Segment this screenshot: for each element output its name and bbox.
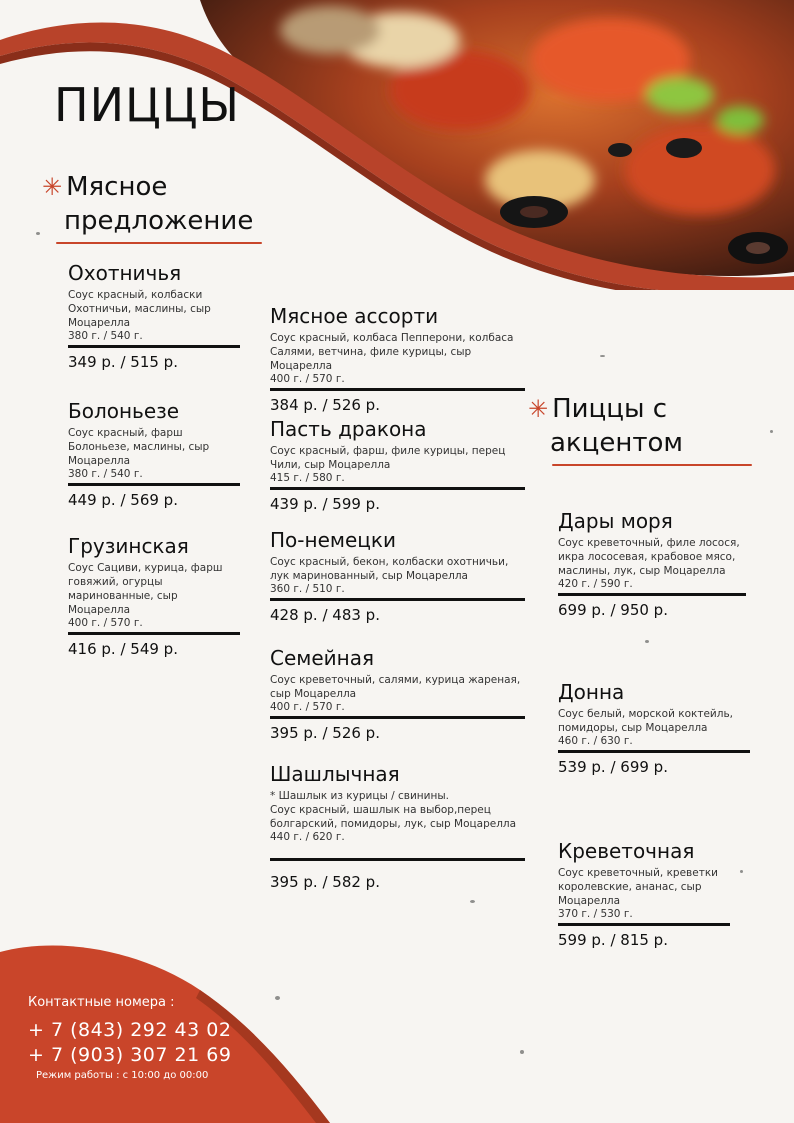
- item-name: Грузинская: [68, 534, 189, 558]
- section-underline: [56, 242, 262, 244]
- item-price: 395 р. / 582 р.: [270, 873, 380, 891]
- speck: [770, 430, 773, 433]
- item-weight: 360 г. / 510 г.: [270, 583, 345, 595]
- section-heading-line2: предложение: [64, 206, 254, 236]
- menu-item-dary-morya: [558, 508, 746, 621]
- item-description: Соус красный, колбаса Пепперони, колбаса Салями, ветчина, филе курицы, сыр Моцарелла: [270, 332, 514, 372]
- item-description: Соус красный, колбаски Охотничьи, маслины, сыр Моцарелла: [68, 289, 211, 329]
- item-price: 699 р. / 950 р.: [558, 601, 668, 619]
- section-underline: [552, 464, 752, 466]
- item-name: Дары моря: [558, 509, 673, 533]
- item-price: 539 р. / 699 р.: [558, 758, 668, 776]
- section-heading-line2: акцентом: [550, 428, 683, 458]
- item-divider: [270, 858, 525, 861]
- item-description: Соус Сациви, курица, фарш говяжий, огурцы маринованные, сыр Моцарелла: [68, 562, 223, 616]
- item-divider: [270, 598, 525, 601]
- menu-item-po-nemecki: [270, 527, 525, 626]
- section-accent-heading: [528, 392, 683, 460]
- item-divider: [68, 632, 240, 635]
- item-description: Соус креветочный, филе лосося, икра лососевая, крабовое мясо, маслины, лук, сыр Моцарелла: [558, 537, 740, 577]
- item-description: Соус креветочный, салями, курица жареная, сыр Моцарелла: [270, 674, 521, 700]
- item-description: Соус белый, морской коктейль, помидоры, сыр Моцарелла: [558, 708, 733, 734]
- item-weight: 420 г. / 590 г.: [558, 578, 633, 590]
- asterisk-icon: ✳: [528, 395, 549, 423]
- item-weight: 370 г. / 530 г.: [558, 908, 633, 920]
- menu-item-bolognese: [68, 398, 240, 511]
- item-name: Шашлычная: [270, 762, 400, 786]
- item-name: Донна: [558, 680, 625, 704]
- section-heading-line1: Пиццы с: [552, 394, 668, 424]
- item-weight: 415 г. / 580 г.: [270, 472, 345, 484]
- speck: [36, 232, 40, 235]
- menu-item-myasnoe-assorti: [270, 303, 525, 416]
- section-meat-heading: [42, 170, 253, 238]
- item-name: Креветочная: [558, 839, 695, 863]
- item-name: Мясное ассорти: [270, 304, 439, 328]
- item-name: По-немецки: [270, 528, 396, 552]
- speck: [740, 870, 743, 873]
- item-weight: 380 г. / 540 г.: [68, 330, 143, 342]
- menu-item-krevetochnaya: [558, 838, 730, 951]
- item-name: Семейная: [270, 646, 375, 670]
- item-weight: 440 г. / 620 г.: [270, 831, 345, 843]
- phone-number[interactable]: + 7 (903) 307 21 69: [28, 1044, 232, 1066]
- item-description: Соус креветочный, креветки королевские, ананас, сыр Моцарелла: [558, 867, 718, 907]
- item-divider: [270, 716, 525, 719]
- speck: [645, 640, 649, 643]
- menu-item-donna: [558, 679, 750, 778]
- item-note: * Шашлык из курицы / свинины.: [270, 790, 449, 802]
- item-divider: [558, 593, 746, 596]
- item-divider: [270, 388, 525, 391]
- item-divider: [68, 483, 240, 486]
- speck: [520, 1050, 524, 1054]
- item-weight: 400 г. / 570 г.: [68, 617, 143, 629]
- page-title: ПИЦЦЫ: [54, 78, 241, 132]
- working-hours: Режим работы : с 10:00 до 00:00: [36, 1070, 209, 1081]
- item-description: Соус красный, бекон, колбаски охотничьи, лук маринованный, сыр Моцарелла: [270, 556, 509, 582]
- menu-item-okhotnichya: [68, 260, 240, 373]
- item-price: 416 р. / 549 р.: [68, 640, 178, 658]
- item-price: 439 р. / 599 р.: [270, 495, 380, 513]
- item-description: Соус красный, фарш, филе курицы, перец Чили, сыр Моцарелла: [270, 445, 506, 471]
- pizza-photo-banner: [0, 0, 794, 290]
- item-divider: [558, 923, 730, 926]
- item-divider: [558, 750, 750, 753]
- asterisk-icon: ✳: [42, 173, 63, 201]
- menu-item-semeinaya: [270, 645, 525, 744]
- speck: [470, 900, 475, 903]
- item-divider: [270, 487, 525, 490]
- section-heading-line1: Мясное: [66, 172, 168, 202]
- phone-number[interactable]: + 7 (843) 292 43 02: [28, 1019, 232, 1041]
- item-description: Соус красный, шашлык на выбор,перец болгарский, помидоры, лук, сыр Моцарелла: [270, 804, 517, 830]
- menu-item-gruzinskaya: [68, 533, 240, 660]
- item-price: 428 р. / 483 р.: [270, 606, 380, 624]
- item-price: 395 р. / 526 р.: [270, 724, 380, 742]
- contacts-label: Контактные номера :: [28, 995, 175, 1010]
- item-weight: 400 г. / 570 г.: [270, 701, 345, 713]
- menu-item-past-drakona: [270, 416, 525, 515]
- item-weight: 460 г. / 630 г.: [558, 735, 633, 747]
- item-name: Охотничья: [68, 261, 182, 285]
- item-name: Болоньезе: [68, 399, 180, 423]
- item-divider: [68, 345, 240, 348]
- item-price: 449 р. / 569 р.: [68, 491, 178, 509]
- item-description: Соус красный, фарш Болоньезе, маслины, сыр Моцарелла: [68, 427, 210, 467]
- menu-item-shashlychnaya: [270, 761, 525, 893]
- item-weight: 400 г. / 570 г.: [270, 373, 345, 385]
- item-price: 349 р. / 515 р.: [68, 353, 178, 371]
- item-price: 384 р. / 526 р.: [270, 396, 380, 414]
- item-weight: 380 г. / 540 г.: [68, 468, 143, 480]
- speck: [600, 355, 605, 357]
- contacts-block: [28, 995, 231, 1081]
- item-name: Пасть дракона: [270, 417, 427, 441]
- speck: [275, 996, 280, 1000]
- item-price: 599 р. / 815 р.: [558, 931, 668, 949]
